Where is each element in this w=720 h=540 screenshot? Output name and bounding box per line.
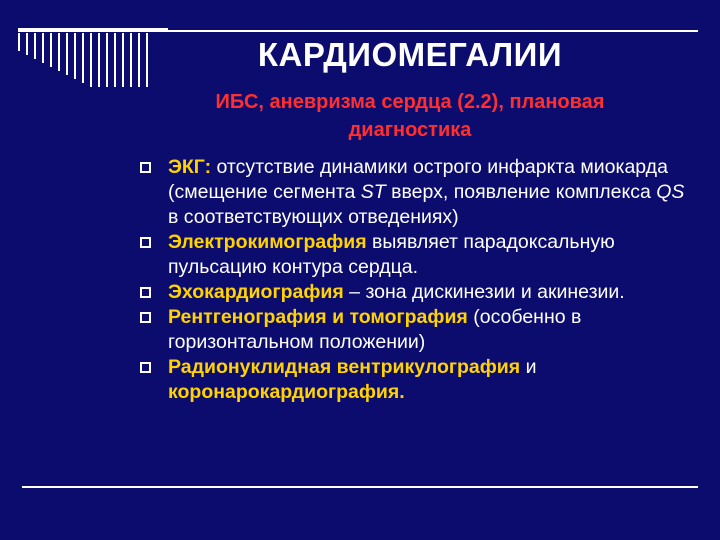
item-text: (особенно в горизонтальном положении) xyxy=(168,306,582,353)
term: Рентгенография и томография xyxy=(168,306,468,328)
bar xyxy=(138,33,140,87)
term: Радионуклидная вентрикулография xyxy=(168,356,521,378)
bar xyxy=(26,33,28,55)
bar xyxy=(114,33,116,87)
subtitle-line: ИБС, аневризма сердца (2.2), плановая xyxy=(215,91,605,113)
bullet-list xyxy=(140,155,690,405)
slide-subtitle xyxy=(150,88,670,144)
square-bullet-icon xyxy=(140,237,151,248)
item-text-italic: ST xyxy=(360,181,386,203)
term: коронарокардиография. xyxy=(168,381,405,403)
term: ЭКГ: xyxy=(168,156,212,178)
bar xyxy=(66,33,68,75)
bar xyxy=(106,33,108,87)
term: Электрокимография xyxy=(168,231,367,253)
decorative-bars xyxy=(18,33,158,87)
list-item xyxy=(140,305,690,355)
item-text-italic: QS xyxy=(656,181,685,203)
bar xyxy=(122,33,124,87)
bar xyxy=(74,33,76,79)
list-item xyxy=(140,280,690,305)
item-text: вверх, появление комплекса xyxy=(385,181,657,203)
square-bullet-icon xyxy=(140,162,151,173)
bar xyxy=(18,33,20,51)
bar xyxy=(98,33,100,87)
bar xyxy=(50,33,52,67)
item-text: в соответствующих отведениях) xyxy=(168,206,459,228)
item-text: выявляет парадоксальную пульсацию контура сердца. xyxy=(168,231,615,278)
square-bullet-icon xyxy=(140,287,151,298)
bar xyxy=(82,33,84,83)
bar xyxy=(130,33,132,87)
subtitle-line: диагностика xyxy=(348,119,472,141)
item-text: – зона дискинезии и акинезии. xyxy=(343,281,625,303)
square-bullet-icon xyxy=(140,312,151,323)
bar xyxy=(58,33,60,71)
top-rule-accent xyxy=(18,28,168,32)
item-text: отсутствие динамики острого инфаркта миокарда (смещение сегмента xyxy=(168,156,668,203)
bar xyxy=(146,33,148,87)
list-item xyxy=(140,155,690,230)
bar xyxy=(34,33,36,59)
term: Эхокардиография xyxy=(168,281,344,303)
square-bullet-icon xyxy=(140,362,151,373)
list-item xyxy=(140,230,690,280)
bar xyxy=(42,33,44,63)
slide-title: КАРДИОМЕГАЛИИ xyxy=(257,36,563,73)
bar xyxy=(90,33,92,87)
list-item xyxy=(140,355,690,405)
bottom-rule xyxy=(22,486,698,488)
item-text: и xyxy=(520,356,537,378)
